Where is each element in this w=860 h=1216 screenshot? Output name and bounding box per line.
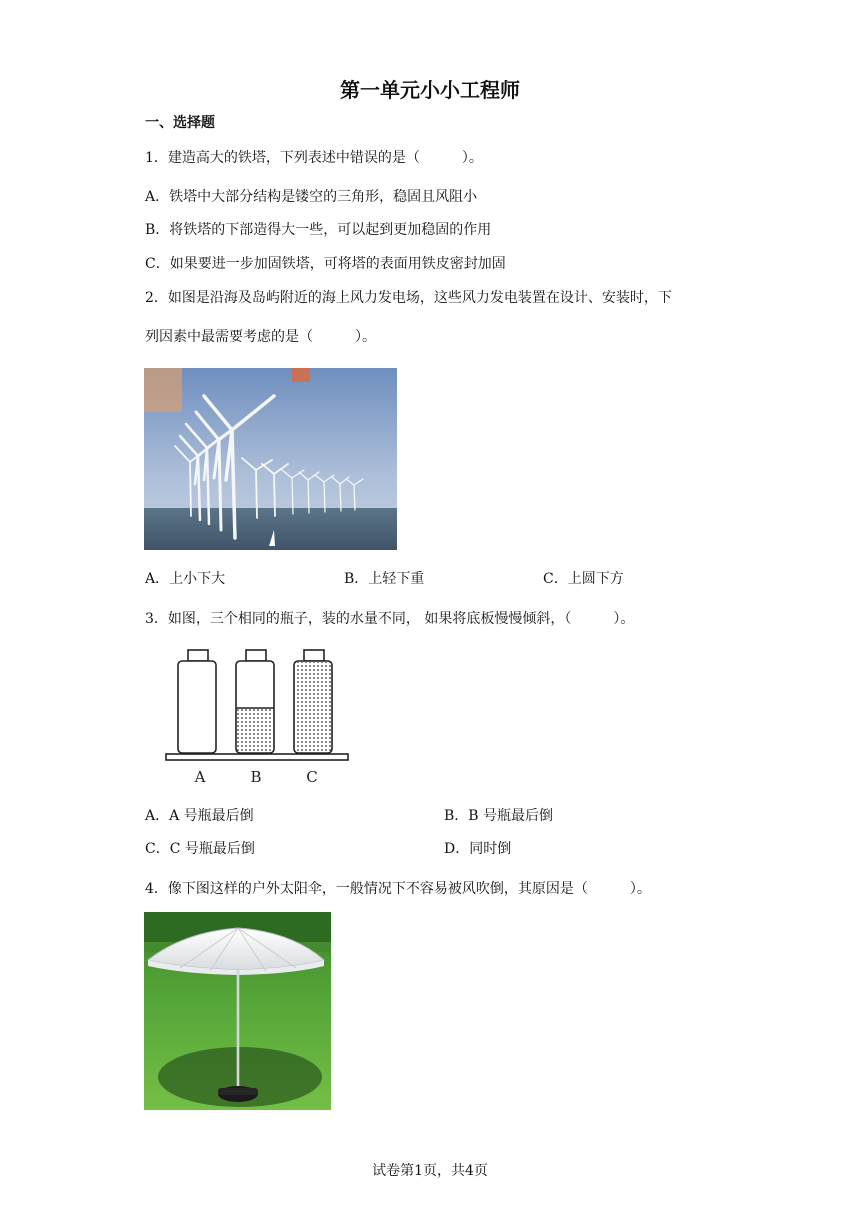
question-2-option-c: C．上圆下方 xyxy=(543,571,624,587)
page-title: 第一单元小小工程师 xyxy=(340,78,520,102)
section-heading: 一、选择题 xyxy=(145,115,215,131)
question-3-option-c: C．C 号瓶最后倒 xyxy=(145,841,255,857)
question-4-stem: 4．像下图这样的户外太阳伞，一般情况下不容易被风吹倒，其原因是（ ）。 xyxy=(145,881,651,897)
wind-farm-photo xyxy=(144,368,397,550)
bottle-label-c: C xyxy=(306,768,318,786)
question-1-option-c: C．如果要进一步加固铁塔，可将塔的表面用铁皮密封加固 xyxy=(145,256,506,272)
question-3-option-d: D．同时倒 xyxy=(444,841,512,857)
question-3-option-a: A．A 号瓶最后倒 xyxy=(145,808,254,824)
page-footer: 试卷第1页，共4页 xyxy=(372,1163,488,1179)
parasol-photo xyxy=(144,912,331,1110)
question-3-option-b: B．B 号瓶最后倒 xyxy=(444,808,554,824)
question-1-option-b: B．将铁塔的下部造得大一些，可以起到更加稳固的作用 xyxy=(145,222,492,238)
question-3-stem: 3．如图，三个相同的瓶子，装的水量不同， 如果将底板慢慢倾斜，（ ）。 xyxy=(145,611,635,627)
bottle-label-b: B xyxy=(250,768,262,786)
bottle-label-a: A xyxy=(194,768,206,786)
question-2-option-b: B．上轻下重 xyxy=(344,571,425,587)
question-1-option-a: A．铁塔中大部分结构是镂空的三角形，稳固且风阻小 xyxy=(145,189,478,205)
question-2-option-a: A．上小下大 xyxy=(145,571,226,587)
question-2-stem-line-2: 列因素中最需要考虑的是（ ）。 xyxy=(145,329,376,345)
question-2-stem-line-1: 2．如图是沿海及岛屿附近的海上风力发电场，这些风力发电装置在设计、安装时，下 xyxy=(145,290,672,306)
question-1-stem: 1．建造高大的铁塔，下列表述中错误的是（ ）。 xyxy=(145,150,483,166)
bottles-diagram xyxy=(160,644,360,788)
